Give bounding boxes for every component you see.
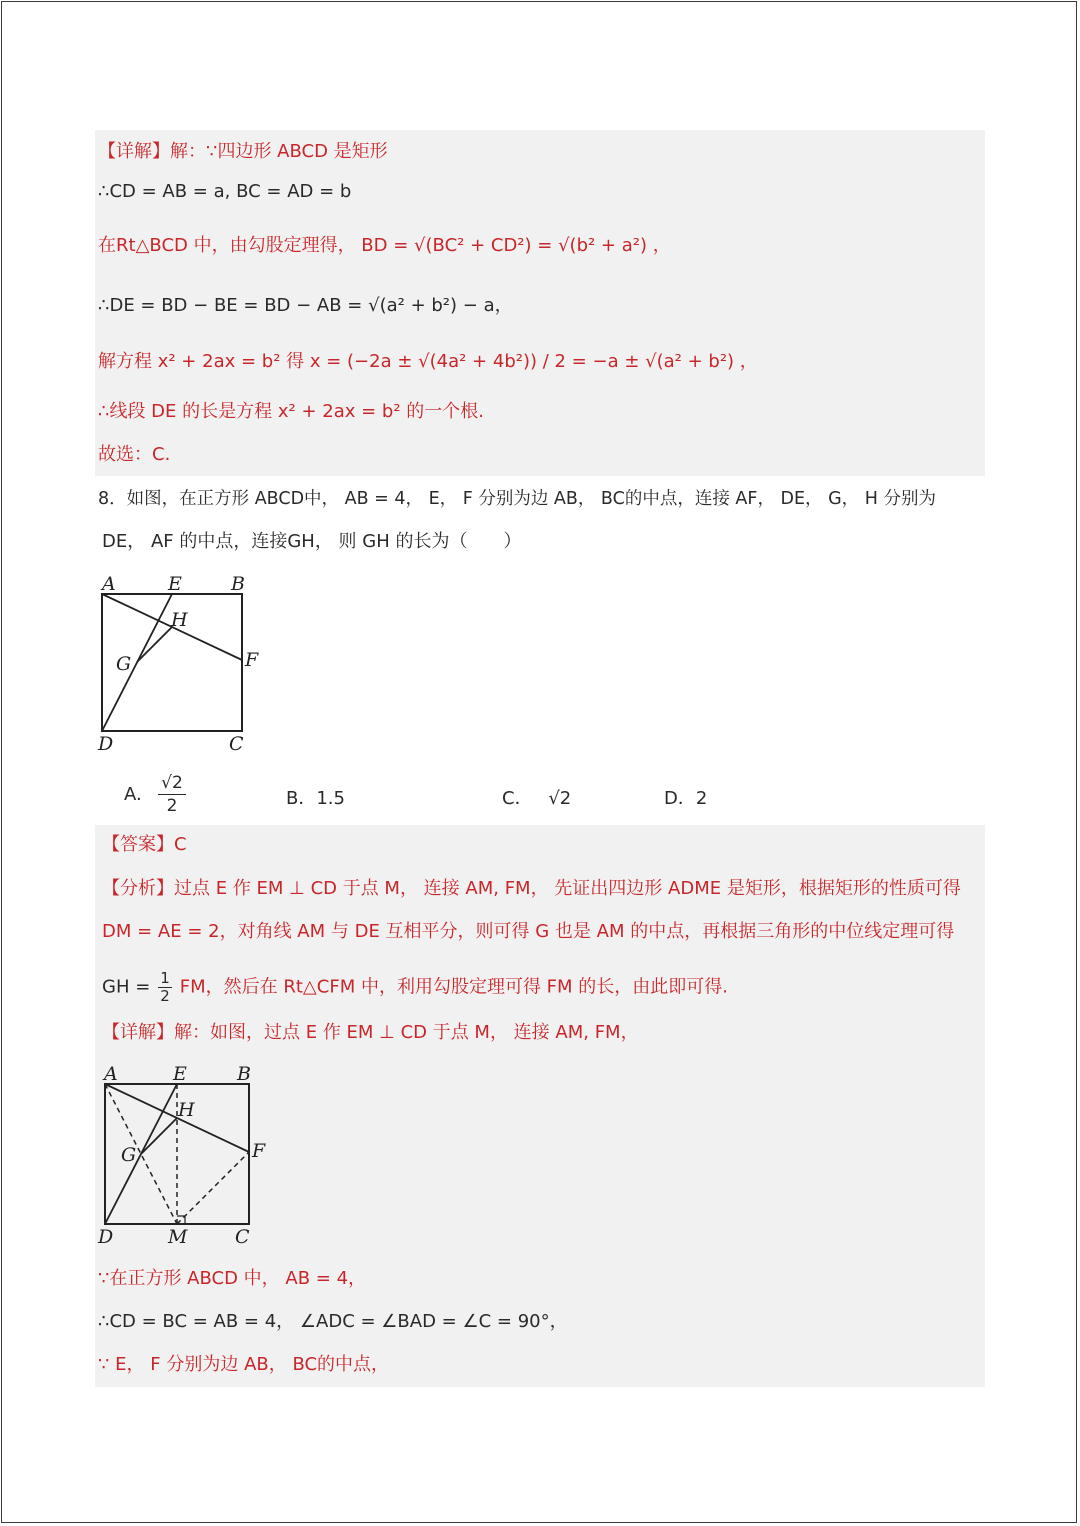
fig2-label-F: F	[252, 1140, 266, 1162]
fig2-label-C: C	[235, 1226, 250, 1248]
choice-a-denominator: 2	[166, 796, 178, 816]
analysis-line3-rest: FM，然后在 Rt△CFM 中，利用勾股定理可得 FM 的长，由此即可得.	[179, 976, 728, 998]
fig1-label-A: A	[102, 573, 116, 595]
detail-line1: 【详解】解：如图，过点 E 作 EM ⊥ CD 于点 M， 连接 AM, FM，	[102, 1022, 639, 1043]
choice-c-label: C．	[502, 788, 533, 809]
fig2-label-E: E	[173, 1063, 187, 1085]
detail-line2: ∵在正方形 ABCD 中， AB = 4，	[98, 1268, 367, 1289]
fig1-label-E: E	[168, 573, 182, 595]
sol7-line7: 故选：C.	[98, 444, 171, 465]
figure-square-1	[90, 570, 280, 760]
sol7-line4: ∴DE = BD − BE = BD − AB = √(a² + b²) − a，	[98, 295, 513, 316]
half-denominator: 2	[160, 987, 170, 1005]
choice-d: D．2	[664, 788, 708, 809]
choice-a-label: A.	[124, 784, 142, 805]
analysis-line2: DM = AE = 2，对角线 AM 与 DE 互相平分，则可得 G 也是 AM 的中点，再根据三角形的中位线定理可得	[102, 921, 955, 942]
fig1-label-C: C	[229, 733, 244, 755]
sol7-line6: ∴线段 DE 的长是方程 x² + 2ax = b² 的一个根.	[98, 401, 484, 422]
q8-line2: DE， AF 的中点，连接GH， 则 GH 的长为（ ）	[102, 531, 522, 552]
fig2-label-D: D	[98, 1226, 114, 1248]
detail-line4: ∵ E， F 分别为边 AB， BC的中点，	[98, 1354, 390, 1375]
analysis-line1: 【分析】过点 E 作 EM ⊥ CD 于点 M， 连接 AM, FM， 先证出四边形 ADME 是矩形，根据矩形的性质可得	[102, 878, 961, 899]
fig1-label-D: D	[98, 733, 114, 755]
fig2-label-H: H	[178, 1099, 195, 1121]
analysis-half-fraction	[158, 970, 172, 1005]
choice-b: B．1.5	[286, 788, 345, 809]
q8-line1: 8．如图，在正方形 ABCD中， AB = 4， E， F 分别为边 AB， BC的中点，连接 AF， DE， G， H 分别为	[98, 489, 936, 509]
choice-a-numerator: √2	[158, 772, 186, 795]
fig2-label-M: M	[168, 1226, 188, 1248]
sol7-line2: ∴CD = AB = a, BC = AD = b	[98, 181, 352, 202]
analysis-line3	[102, 970, 728, 1005]
fig2-label-A: A	[104, 1063, 118, 1085]
answer-line: 【答案】C	[102, 834, 187, 855]
detail-line3: ∴CD = BC = AB = 4， ∠ADC = ∠BAD = ∠C = 90°，	[98, 1311, 568, 1332]
fig1-label-G: G	[116, 653, 132, 675]
half-numerator: 1	[158, 970, 172, 988]
sol7-line1: 【详解】解：∵四边形 ABCD 是矩形	[98, 141, 388, 162]
fig1-label-B: B	[231, 573, 245, 595]
fig1-label-H: H	[171, 609, 188, 631]
figure-square-2	[94, 1060, 284, 1250]
choice-a-fraction	[158, 772, 186, 817]
fig2-label-G: G	[121, 1144, 137, 1166]
fig2-label-B: B	[237, 1063, 251, 1085]
sol7-line5: 解方程 x² + 2ax = b² 得 x = (−2a ± √(4a² + 4b²)) / 2 = −a ± √(a² + b²) ，	[98, 351, 758, 372]
analysis-gh-label: GH =	[102, 976, 151, 998]
choice-a	[124, 784, 142, 805]
choice-c-value: √2	[548, 788, 572, 809]
choice-c	[502, 784, 571, 810]
fig1-label-F: F	[245, 649, 259, 671]
sol7-line3: 在Rt△BCD 中，由勾股定理得， BD = √(BC² + CD²) = √(b² + a²) ，	[98, 235, 671, 256]
